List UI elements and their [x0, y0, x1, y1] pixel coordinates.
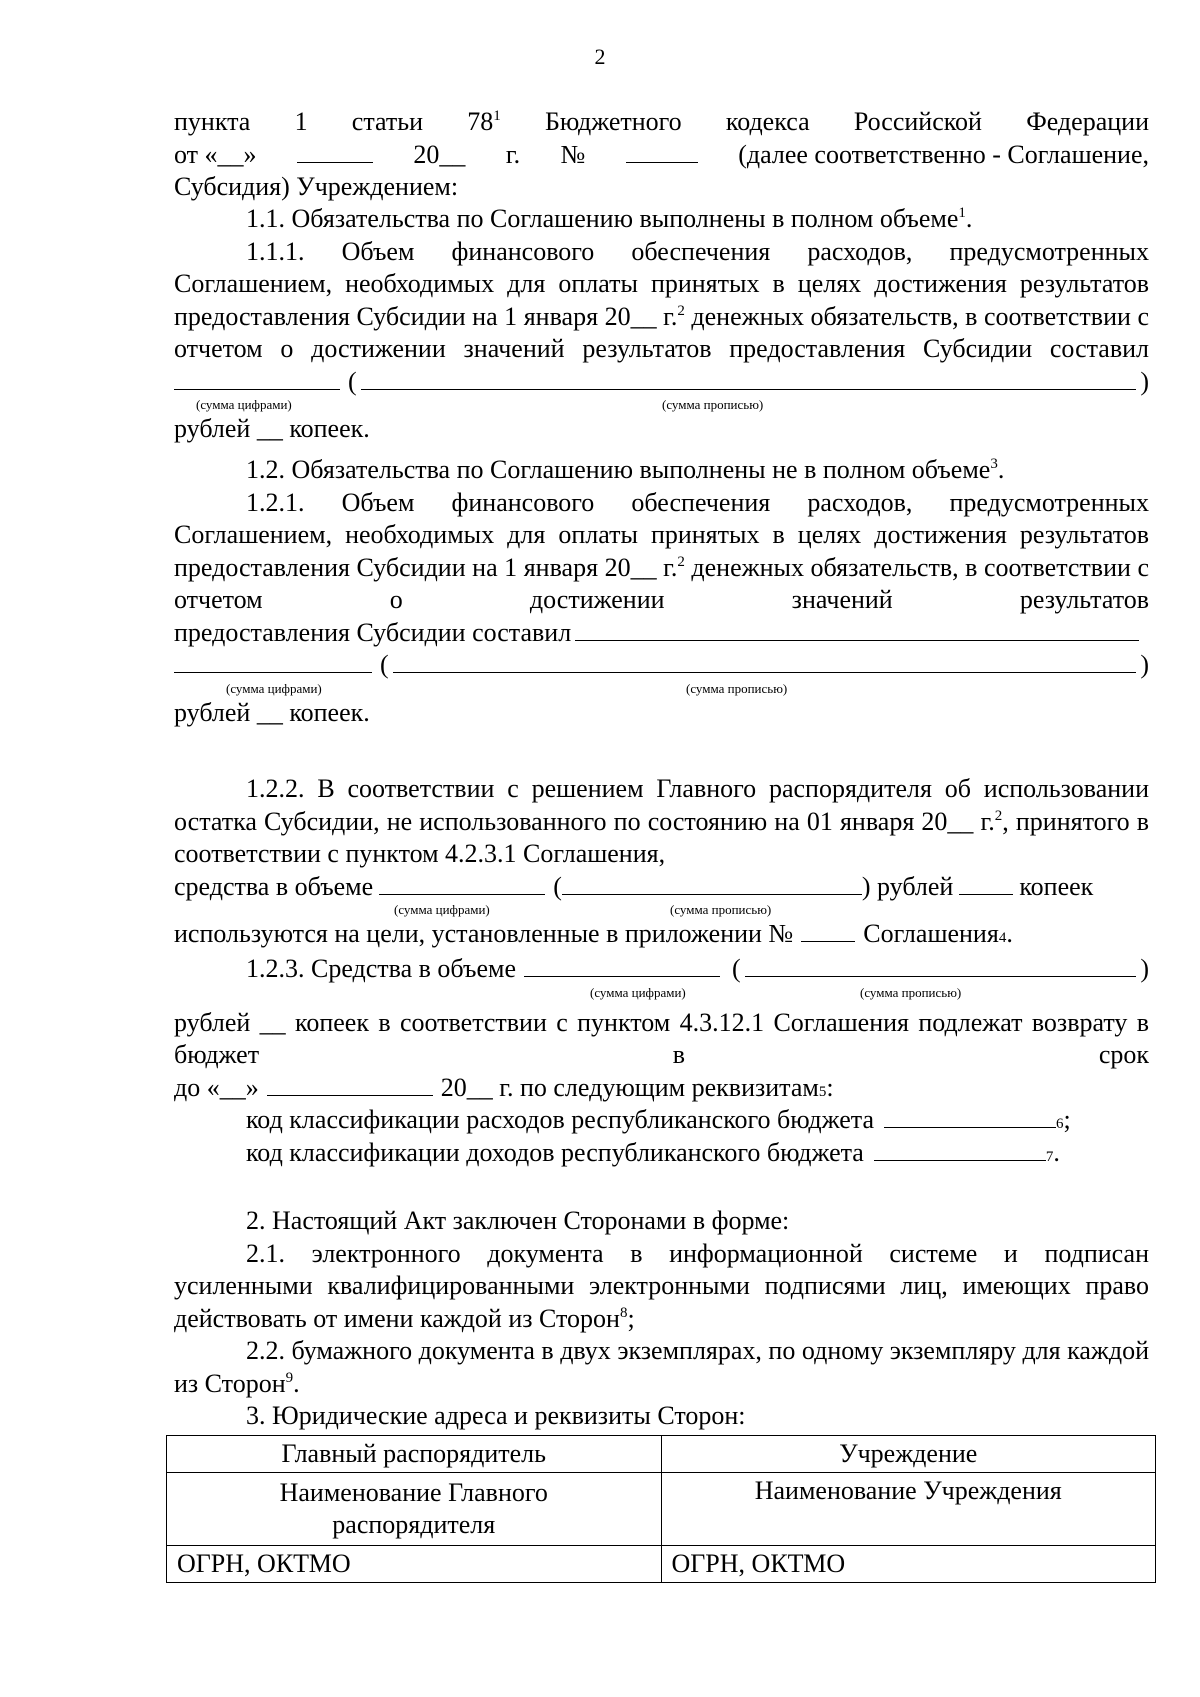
footnote-ref: 8 — [619, 1304, 628, 1321]
section-2-title: 2. Настоящий Акт заключен Сторонами в форме: — [246, 1206, 790, 1235]
amount-line-1-1-1: ( ) — [174, 366, 1149, 399]
rubles-kopecks: рублей __ копеек. — [174, 414, 370, 443]
date-year: 20__ — [413, 139, 466, 169]
cell-institution-ogrn: ОГРН, ОКТМО — [661, 1546, 1156, 1583]
footnote-ref: 2 — [677, 553, 685, 570]
word: Федерации — [1026, 107, 1149, 136]
footnote-ref: 1 — [958, 205, 966, 221]
paragraph-1-2-1-last: предоставления Субсидии составил — [174, 617, 1149, 650]
amount-digits-blank — [174, 650, 372, 673]
section-2 — [174, 1205, 1149, 1433]
amount-words-blank — [745, 954, 1137, 977]
number-blank — [626, 140, 698, 163]
date-day: от «__» — [174, 139, 257, 169]
intro-paragraph — [174, 106, 1149, 204]
cell-main-manager-name: Наименование Главного распорядителя — [167, 1473, 662, 1546]
section-3-title: 3. Юридические адреса и реквизиты Сторон: — [246, 1401, 746, 1430]
footnote-ref: 9 — [285, 1369, 294, 1386]
return-text: рублей __ копеек в соответствии с пунктом 4.3.12.1 Соглашения подлежат возврату в бюджет в срок — [174, 1007, 1149, 1069]
funds-line: средства в объеме ( ) рублей копеек — [174, 871, 1094, 901]
table-row — [167, 1546, 1156, 1583]
caption-words: (сумма прописью) — [686, 680, 788, 696]
section-1-2 — [174, 454, 1149, 729]
word: статьи — [351, 107, 424, 136]
requisites-table — [166, 1435, 1156, 1583]
caption-digits: (сумма цифрами) — [394, 902, 490, 917]
table-row — [167, 1473, 1156, 1546]
amount-blank — [575, 618, 1139, 641]
section-1-1 — [174, 203, 1149, 446]
footnote-ref: 2 — [994, 807, 1003, 824]
income-code-blank — [874, 1138, 1046, 1161]
expense-code-line: код классификации расходов республиканского бюджета 6 ; — [246, 1105, 1071, 1134]
paragraph-1-2-2: 1.2.2. В соответствии с решением Главного распорядителя об использовании остатка Субсидии, не использованного по состоянию на 01 января 20__ г.$^2$, принятого в соответствии с пунктом 4.2.3.1 Соглашения, — [174, 774, 1149, 868]
amount-digits-blank — [174, 367, 340, 390]
word: $78^1$ — [467, 107, 501, 136]
paragraph-2-2: 2.2. бумажного документа в двух экземплярах, по одному экземпляру для каждой из Сторон$^9$. — [174, 1336, 1149, 1398]
appendix-number-blank — [801, 919, 855, 942]
header-cell-institution: Учреждение — [661, 1436, 1156, 1473]
paragraph-1-1: 1.1. Обязательства по Соглашению выполнены в полном объеме$^1$. — [246, 204, 973, 233]
intro-line-1 — [174, 106, 1149, 139]
rubles-kopecks: рублей __ копеек. — [174, 697, 370, 727]
income-code-line: код классификации доходов республиканского бюджета 7 . — [246, 1137, 1060, 1167]
amount-digits-blank — [524, 954, 720, 977]
section-1-2-3 — [174, 953, 1149, 1169]
expense-code-blank — [884, 1105, 1056, 1128]
amount-captions — [174, 986, 1149, 1001]
word: Бюджетного — [544, 107, 682, 136]
section-1-2-2 — [174, 773, 1149, 951]
year-abbr: г. — [505, 139, 521, 169]
amount-words-blank — [562, 872, 862, 895]
number-sign: № — [560, 139, 586, 169]
paragraph-1-2-1: 1.2.1. Объем финансового обеспечения расходов, предусмотренных Соглашением, необходимых для оплаты принятых в целях достижения результатов предоставления Субсидии на 1 января 20__ г.$^2$ денежных обязательств, в соответствии с отчетом о достижении значений результатов — [174, 487, 1149, 614]
caption-digits: (сумма цифрами) — [590, 984, 686, 1000]
amount-line-1-2-1: ( ) — [174, 649, 1149, 682]
caption-words: (сумма прописью) — [670, 902, 772, 917]
caption-words: (сумма прописью) — [662, 397, 764, 412]
kopecks-blank — [959, 872, 1013, 895]
cell-institution-name: Наименование Учреждения — [661, 1473, 1156, 1546]
word: 1 — [294, 107, 308, 136]
intro-line-3: Субсидия) Учреждением: — [174, 172, 459, 201]
paragraph-1-1-1: 1.1.1. Объем финансового обеспечения расходов, предусмотренных Соглашением, необходимых для оплаты принятых в целях достижения результатов предоставления Субсидии на 1 января 20__ г.$^2$ денежных обязательств, в соответствии с отчетом о достижении значений результатов предоставления Субсидии составил — [174, 236, 1149, 363]
table-header-row — [167, 1436, 1156, 1473]
deadline-line: до «__» 20__ г. по следующим реквизитам 5 : — [174, 1072, 834, 1102]
caption-digits: (сумма цифрами) — [196, 397, 292, 412]
amount-digits-blank — [379, 872, 545, 895]
amount-words-blank — [393, 650, 1137, 673]
intro-text: (далее соответственно - Соглашение, — [738, 139, 1149, 169]
word: Российской — [853, 107, 982, 136]
funds-line: 1.2.3. Средства в объеме ( ) — [246, 954, 1149, 983]
page-number: 2 — [594, 44, 606, 69]
amount-captions — [174, 682, 1149, 697]
footnote-ref: 2 — [677, 302, 685, 319]
usage-line: используются на цели, установленные в приложении № Соглашения 4 . — [174, 919, 1013, 948]
amount-words-blank — [361, 367, 1137, 390]
deadline-month-blank — [267, 1073, 433, 1096]
word: пункта — [174, 107, 251, 136]
amount-captions — [174, 398, 1149, 413]
intro-line-2 — [174, 139, 1149, 172]
cell-main-manager-ogrn: ОГРН, ОКТМО — [167, 1546, 662, 1583]
amount-captions — [174, 903, 1149, 918]
footnote-ref: 1 — [493, 108, 501, 124]
paragraph-1-2: 1.2. Обязательства по Соглашению выполнены не в полном объеме$^3$. — [246, 455, 1005, 484]
caption-digits: (сумма цифрами) — [226, 680, 322, 696]
word: кодекса — [725, 107, 810, 136]
date-month-blank — [297, 140, 373, 163]
header-cell-main-manager: Главный распорядитель — [167, 1436, 662, 1473]
caption-words: (сумма прописью) — [860, 984, 962, 1000]
paragraph-2-1: 2.1. электронного документа в информационной системе и подписан усиленными квалифицированными электронными подписями лиц, имеющих право действовать от имени каждой из Сторон$^8$; — [174, 1238, 1149, 1333]
footnote-ref: 3 — [990, 456, 998, 472]
